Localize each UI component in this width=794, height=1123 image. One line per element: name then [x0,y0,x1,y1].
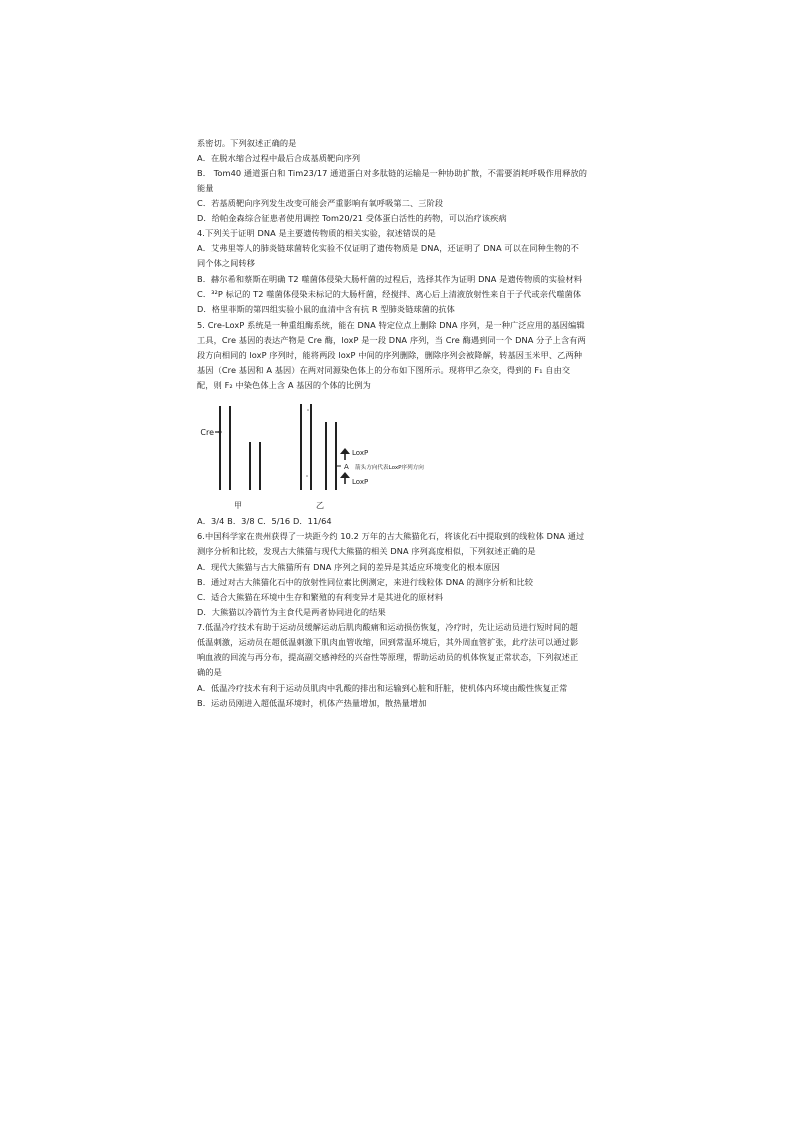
option-line: C．³²P 标记的 T2 噬菌体侵染未标记的大肠杆菌，经搅拌、离心后上清液放射性来自于子代或亲代噬菌体 [197,289,582,299]
text-line: 低温刺激，运动员在超低温刺激下肌肉血管收缩，回到常温环境后，其外周血管扩张，此疗法可以通过影 [197,637,579,647]
option-line: B．通过对古大熊猫化石中的放射性同位素比例测定，来进行线粒体 DNA 的测序分析和比较 [197,577,534,587]
a-gene-label: A [344,463,349,471]
option-line: D．给帕金森综合征患者使用调控 Tom20/21 受体蛋白活性的药物，可以治疗该疾病 [197,213,507,223]
loxp-bottom-arrow [340,472,350,478]
jia-caption: 甲 [234,501,242,510]
answer-options: A．3/4 B．3/8 C．5/16 D．11/64 [197,516,332,526]
yi-faint-mark [306,475,308,477]
question-4-stem: 4.下列关于证明 DNA 是主要遗传物质的相关实验，叙述错误的是 [197,228,436,238]
text-line: 系密切。下列叙述正确的是 [197,138,297,148]
yi-caption: 乙 [316,501,324,510]
loxp-top-arrow [340,448,350,454]
option-line: B．运动员刚进入超低温环境时，机体产热量增加，散热量增加 [197,698,427,708]
option-line: A．在脱水缩合过程中最后合成基质靶向序列 [197,153,361,163]
loxp-bottom-label: LoxP [352,478,369,486]
text-line: 同个体之间转移 [197,258,256,268]
text-line: 工具，Cre 基因的表达产物是 Cre 酶，loxP 是一段 DNA 序列，当 Cre 酶遇到同一个 DNA 分子上含有两 [197,335,586,345]
text-line: 基因（Cre 基因和 A 基因）在两对同源染色体上的分布如下图所示。现将甲乙杂交，得到的 F₁ 自由交 [197,365,571,375]
option-line: B．赫尔希和蔡斯在明确 T2 噬菌体侵染大肠杆菌的过程后，选择其作为证明 DNA 是遗传物质的实验材料 [197,274,583,284]
arrow-direction-note: 箭头方向代表LoxP序列方向 [355,465,424,471]
text-line: 响血液的回流与再分布，提高副交感神经的兴奋性等原理，帮助运动员的机体恢复正常状态，下列叙述正 [197,652,579,662]
cre-label: Cre [200,428,214,437]
option-line: C．若基质靶向序列发生改变可能会严重影响有氧呼吸第二、三阶段 [197,198,444,208]
chromosome-figure [195,398,595,514]
cre-locus [219,431,222,434]
option-line: D．格里菲斯的第四组实验小鼠的血清中含有抗 R 型肺炎链球菌的抗体 [197,304,455,314]
text-line: 测序分析和比较，发现古大熊猫与现代大熊猫的相关 DNA 序列高度相似，下列叙述正确的是 [197,546,536,556]
text-line: 能量 [197,183,214,193]
loxp-top-label: LoxP [352,449,369,457]
question-6-stem: 6.中国科学家在贵州获得了一块距今约 10.2 万年的古大熊猫化石，将该化石中提取到的线粒体 DNA 通过 [197,531,585,541]
option-line: D．大熊猫以冷箭竹为主食代是两者协同进化的结果 [197,607,386,617]
yi-faint-mark [307,409,309,411]
text-line: 配，则 F₂ 中染色体上含 A 基因的个体的比例为 [197,380,371,390]
question-7-stem: 7.低温冷疗技术有助于运动员缓解运动后肌肉酸痛和运动损伤恢复，冷疗时，先让运动员进行短时间的超 [197,622,578,632]
text-line: 段方向相同的 loxP 序列时，能将两段 loxP 中间的序列删除，删除序列会被降解，转基因玉米甲、乙两种 [197,350,583,360]
option-line: A．现代大熊猫与古大熊猫所有 DNA 序列之间的差异是其适应环境变化的根本原因 [197,562,500,572]
question-5-stem: 5. Cre-LoxP 系统是一种重组酶系统，能在 DNA 特定位点上删除 DNA 序列，是一种广泛应用的基因编辑 [197,320,585,330]
option-line: A．艾弗里等人的肺炎链球菌转化实验不仅证明了遗传物质是 DNA，还证明了 DNA 可以在同种生物的不 [197,243,579,253]
option-line: B． Tom40 通道蛋白和 Tim23/17 通道蛋白对多肽链的运输是一种协助扩散，不需要消耗呼吸作用释放的 [197,168,588,178]
option-line: C．适合大熊猫在环境中生存和繁殖的有利变异才是其进化的原材料 [197,592,444,602]
option-line: A．低温冷疗技术有利于运动员肌肉中乳酸的排出和运输到心脏和肝脏，使机体内环境由酸性恢复正常 [197,683,568,693]
text-line: 确的是 [197,667,222,677]
